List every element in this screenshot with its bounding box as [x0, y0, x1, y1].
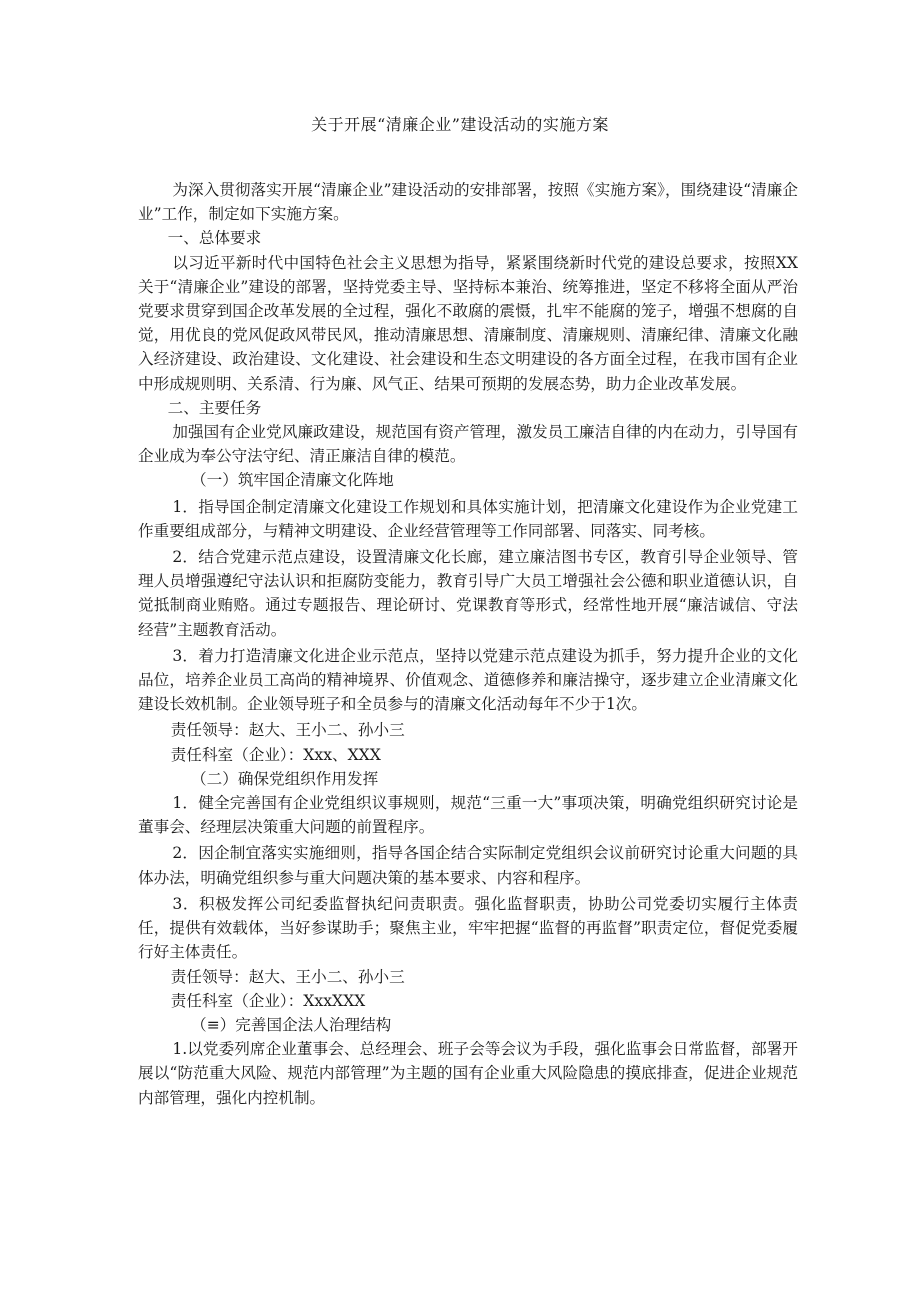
- list-item: 3．着力打造清廉文化进企业示范点，坚持以党建示范点建设为抓手，努力提升企业的文化品位，培养企业员工高尚的精神境界、价值观念、道德修养和廉洁操守，逐步建立企业清廉文化建设长效机制。企业领导班子和全员参与的清廉文化活动每年不少于1次。: [138, 646, 798, 714]
- list-item: 2．结合党建示范点建设，设置清廉文化长廊，建立廉洁图书专区，教育引导企业领导、管理人员增强遵纪守法认识和拒腐防变能力，教育引导广大员工增强社会公德和职业道德认识，自觉抵制商业贿赂。通过专题报告、理论研讨、党课教育等形式，经常性地开展“廉洁诚信、守法经营”主题教育活动。: [138, 548, 798, 639]
- document-title: 关于开展“清廉企业”建设活动的实施方案: [311, 115, 609, 134]
- responsible-office: 责任科室（企业）：XxxXXX: [170, 991, 366, 1010]
- section-heading-general-requirements: 一、总体要求: [167, 229, 262, 248]
- intro-paragraph: 为深入贯彻落实开展“清廉企业”建设活动的安排部署，按照《实施方案》，围绕建设“清廉企业”工作，制定如下实施方案。: [138, 181, 798, 224]
- responsible-leaders: 责任领导：赵大、王小二、孙小三: [170, 967, 405, 986]
- list-item: 2．因企制宜落实实施细则，指导各国企结合实际制定党组织会议前研究讨论重大问题的具体办法，明确党组织参与重大问题决策的基本要求、内容和程序。: [138, 844, 798, 887]
- general-requirements-paragraph: 以习近平新时代中国特色社会主义思想为指导，紧紧围绕新时代党的建设总要求，按照XX关于“清廉企业”建设的部署，坚持党委主导、坚持标本兼治、统筹推进，坚定不移将全面从严治党要求贯穿到国企改革发展的全过程，强化不敢腐的震慑，扎牢不能腐的笼子，增强不想腐的自觉，用优良的党风促政风带民风，推动清廉思想、清廉制度、清廉规则、清廉纪律、清廉文化融入经济建设、政治建设、文化建设、社会建设和生态文明建设的各方面全过程，在我市国有企业中形成规则明、关系清、行为廉、风气正、结果可预期的发展态势，助力企业改革发展。: [138, 253, 798, 393]
- main-tasks-paragraph: 加强国有企业党风廉政建设，规范国有资产管理，激发员工廉洁自律的内在动力，引导国有企业成为奉公守法守纪、清正廉洁自律的模范。: [138, 423, 798, 466]
- subsection-heading-party-role: （二）确保党组织作用发挥: [191, 769, 379, 788]
- subsection-heading-governance: （≡）完善国企法人治理结构: [191, 1015, 392, 1034]
- document-body: [138, 178, 798, 1110]
- list-item: 1．指导国企制定清廉文化建设工作规划和具体实施计划，把清廉文化建设作为企业党建工作重要组成部分，与精神文明建设、企业经营管理等工作同部署、同落实、同考核。: [138, 497, 798, 540]
- list-item: 1．健全完善国有企业党组织议事规则，规范“三重一大”事项决策，明确党组织研究讨论是董事会、经理层决策重大问题的前置程序。: [138, 794, 798, 837]
- responsible-office: 责任科室（企业）：Xxx、XXX: [170, 745, 381, 764]
- responsible-leaders: 责任领导：赵大、王小二、孙小三: [170, 721, 405, 740]
- list-item: 1.以党委列席企业董事会、总经理会、班子会等会议为手段，强化监事会日常监督，部署开展以“防范重大风险、规范内部管理”为主题的国有企业重大风险隐患的摸底排查，促进企业规范内部管理，强化内控机制。: [138, 1040, 798, 1107]
- subsection-heading-culture: （一）筑牢国企清廉文化阵地: [191, 471, 394, 490]
- list-item: 3．积极发挥公司纪委监督执纪问责职责。强化监督职责，协助公司党委切实履行主体责任，提供有效载体，当好参谋助手；聚焦主业，牢牢把握“监督的再监督”职责定位，督促党委履行好主体责任。: [138, 894, 798, 962]
- section-heading-main-tasks: 二、主要任务: [167, 398, 262, 417]
